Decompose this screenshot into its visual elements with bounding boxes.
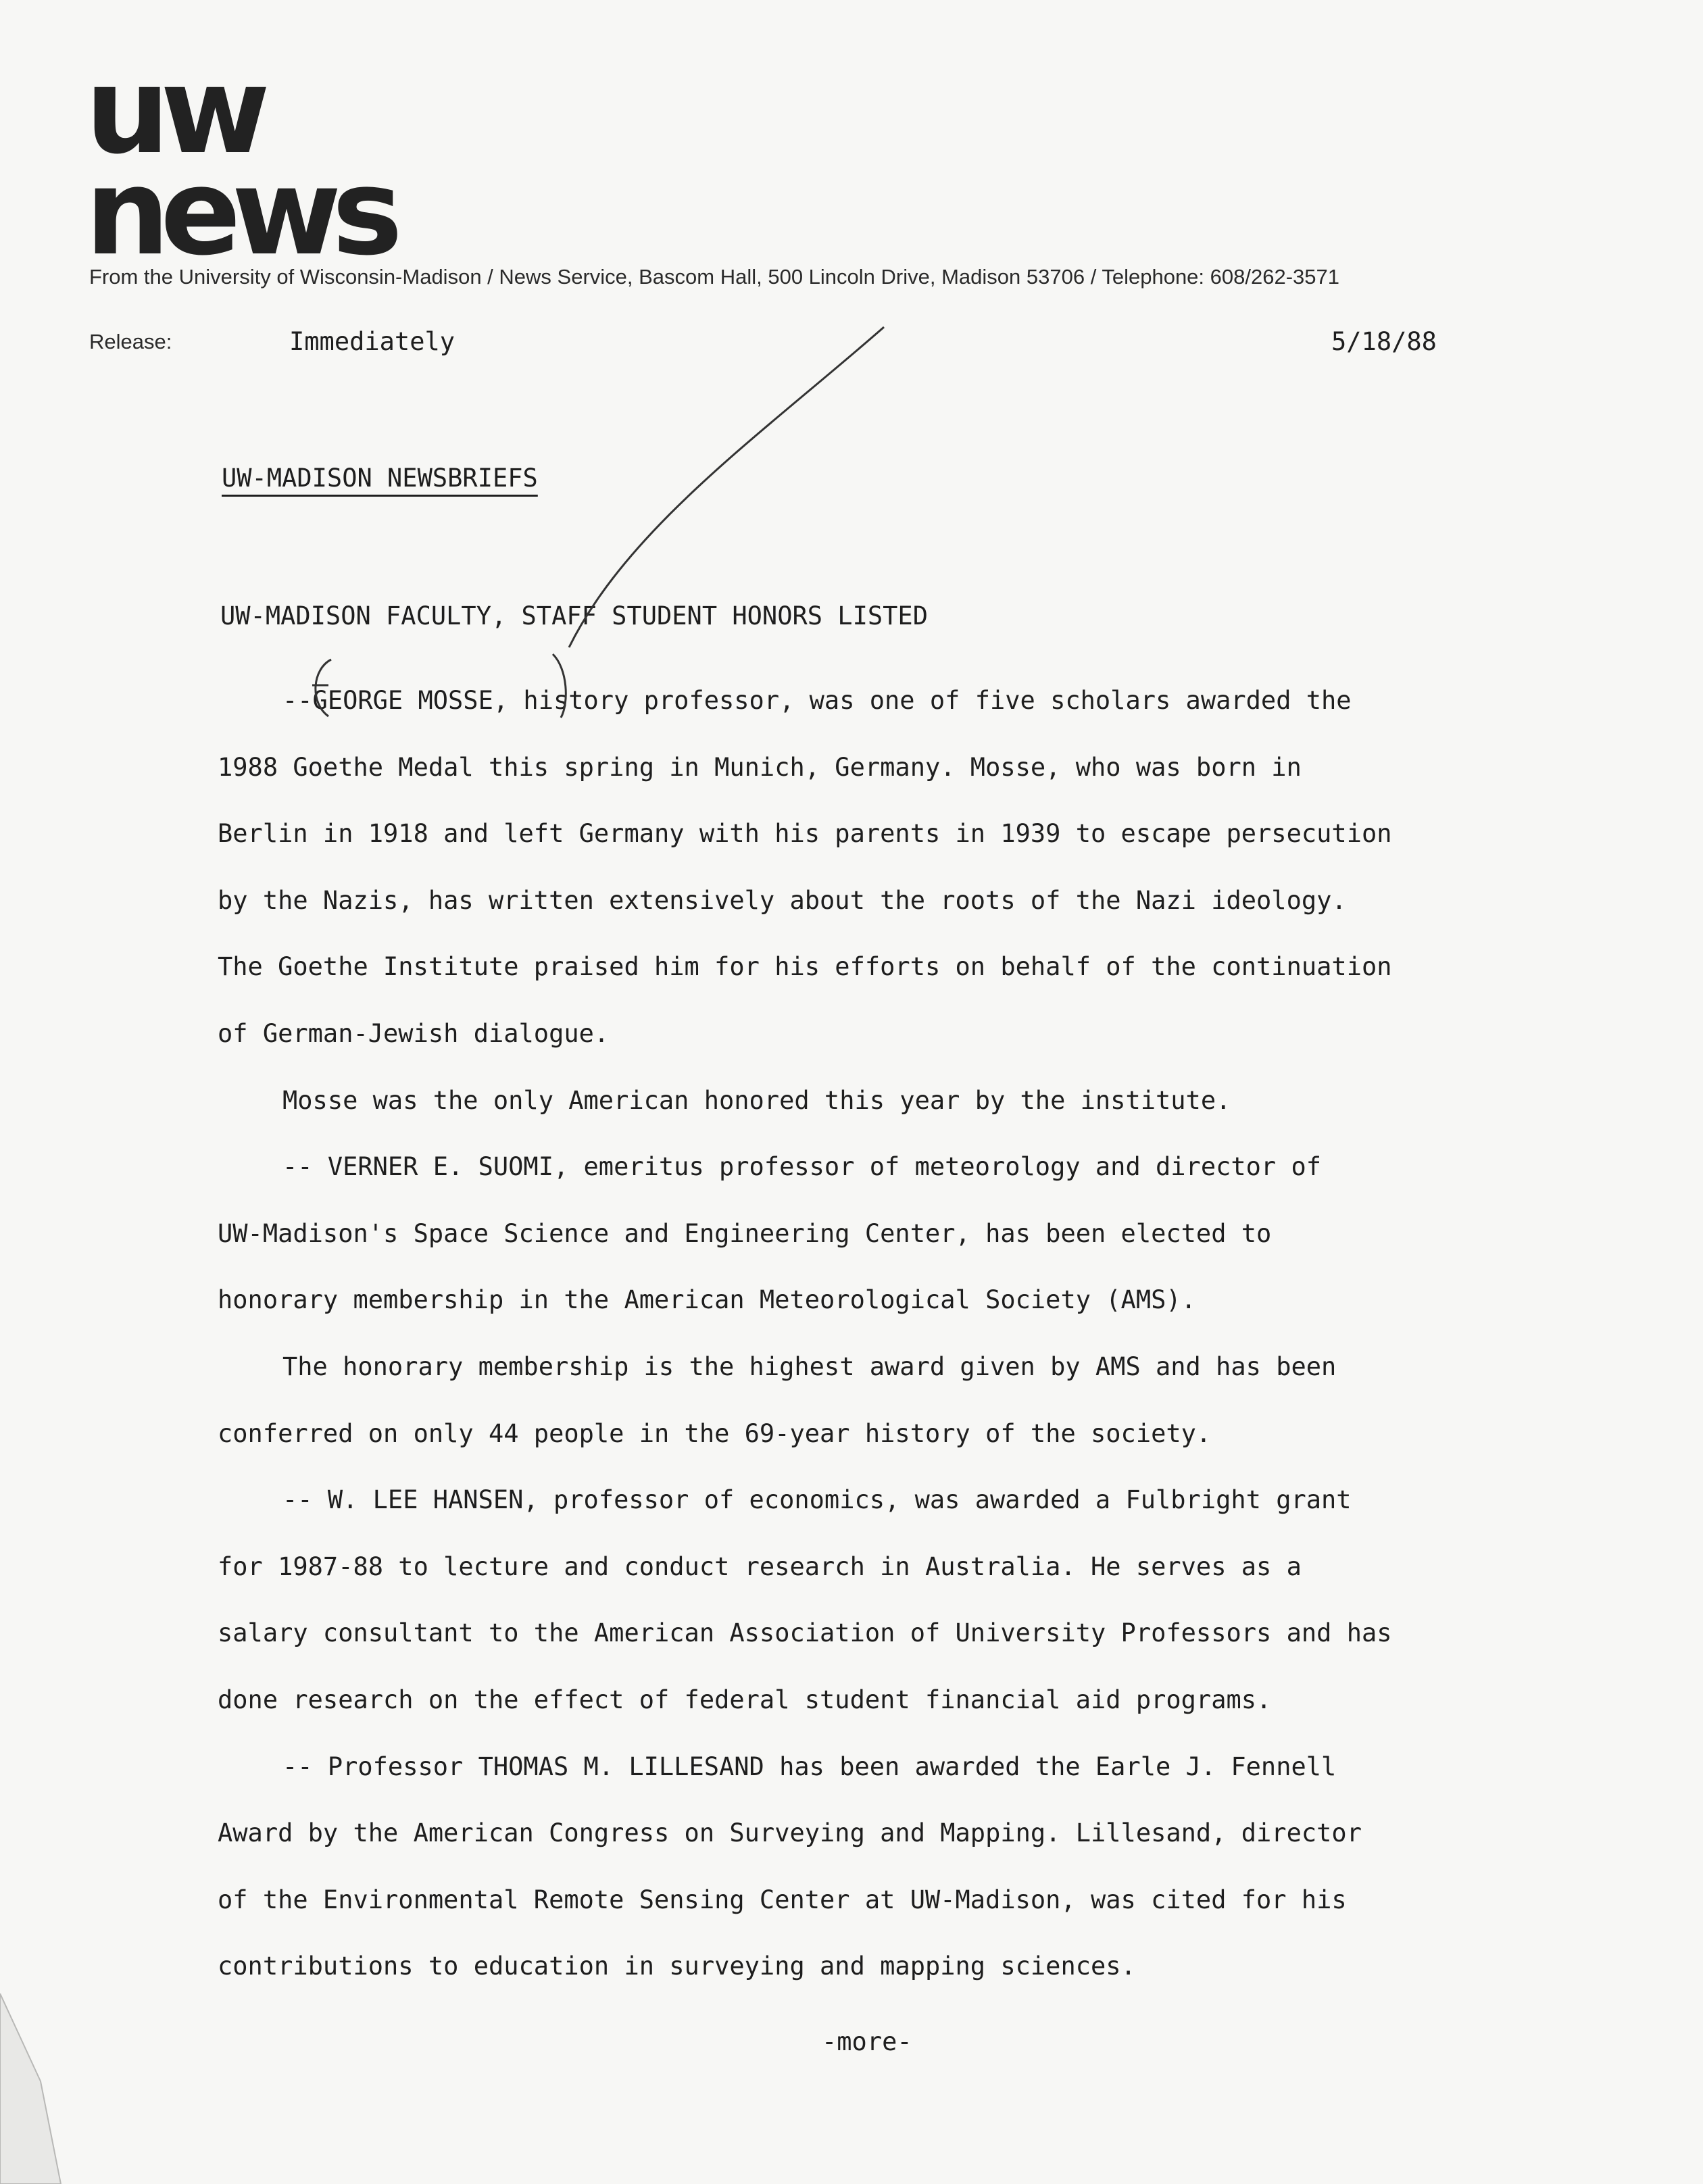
text-line: The Goethe Institute praised him for his efforts on behalf of the continuation <box>218 952 1392 982</box>
paragraph-lillesand <box>218 1734 1569 2000</box>
paragraph-mosse <box>218 668 1569 1068</box>
page-corner-fold <box>0 1993 81 2184</box>
release-label: Release: <box>89 330 172 353</box>
text-line: contributions to education in surveying and mapping sciences. <box>218 1952 1136 1981</box>
text-line: Mosse was the only American honored this year by the institute. <box>282 1085 1231 1115</box>
text-line: of the Environmental Remote Sensing Center at UW-Madison, was cited for his <box>218 1885 1347 1914</box>
text-line: --GEORGE MOSSE, history professor, was one of five scholars awarded the <box>282 686 1352 715</box>
text-line: UW-Madison's Space Science and Engineering Center, has been elected to <box>218 1218 1272 1248</box>
paragraph-suomi <box>218 1134 1569 1334</box>
text-line: 1988 Goethe Medal this spring in Munich, Germany. Mosse, who was born in <box>218 752 1302 782</box>
pen-slash-line <box>569 327 884 647</box>
text-line: done research on the effect of federal student financial aid programs. <box>218 1685 1272 1714</box>
continuation-marker: -more- <box>822 2027 912 2056</box>
letterhead-address: From the University of Wisconsin-Madison / News Service, Bascom Hall, 500 Lincoln Drive, Madison 53706 / Telephone: 608/262-3571 <box>89 265 1339 289</box>
text-line: honorary membership in the American Meteorological Society (AMS). <box>218 1285 1196 1315</box>
text-line: for 1987-88 to lecture and conduct research in Australia. He serves as a <box>218 1552 1302 1581</box>
text-line: conferred on only 44 people in the 69-year history of the society. <box>218 1418 1212 1448</box>
text-line: Berlin in 1918 and left Germany with his parents in 1939 to escape persecution <box>218 819 1392 849</box>
article-body <box>218 668 1569 2000</box>
text-line: by the Nazis, has written extensively about the roots of the Nazi ideology. <box>218 885 1347 915</box>
logo-line-uw: uw <box>85 42 261 180</box>
text-line: -- VERNER E. SUOMI, emeritus professor of meteorology and director of <box>282 1152 1322 1182</box>
page-title: UW-MADISON NEWSBRIEFS <box>222 464 538 493</box>
paragraph-hansen <box>218 1467 1569 1733</box>
section-heading: UW-MADISON FACULTY, STAFF STUDENT HONORS LISTED <box>220 601 928 630</box>
paragraph-mosse-2 <box>218 1068 1569 1135</box>
text-line: -- W. LEE HANSEN, professor of economics, was awarded a Fulbright grant <box>282 1485 1352 1515</box>
release-date: 5/18/88 <box>1331 327 1437 356</box>
release-value: Immediately <box>289 327 455 356</box>
text-line: salary consultant to the American Association of University Professors and has <box>218 1618 1392 1648</box>
uw-news-logo <box>85 42 394 282</box>
paragraph-suomi-2 <box>218 1334 1569 1467</box>
logo-line-news: news <box>85 143 394 282</box>
text-line: of German-Jewish dialogue. <box>218 1018 610 1048</box>
text-line: The honorary membership is the highest award given by AMS and has been <box>282 1351 1337 1381</box>
text-line: -- Professor THOMAS M. LILLESAND has been awarded the Earle J. Fennell <box>282 1752 1337 1781</box>
text-line: Award by the American Congress on Surveying and Mapping. Lillesand, director <box>218 1818 1362 1848</box>
